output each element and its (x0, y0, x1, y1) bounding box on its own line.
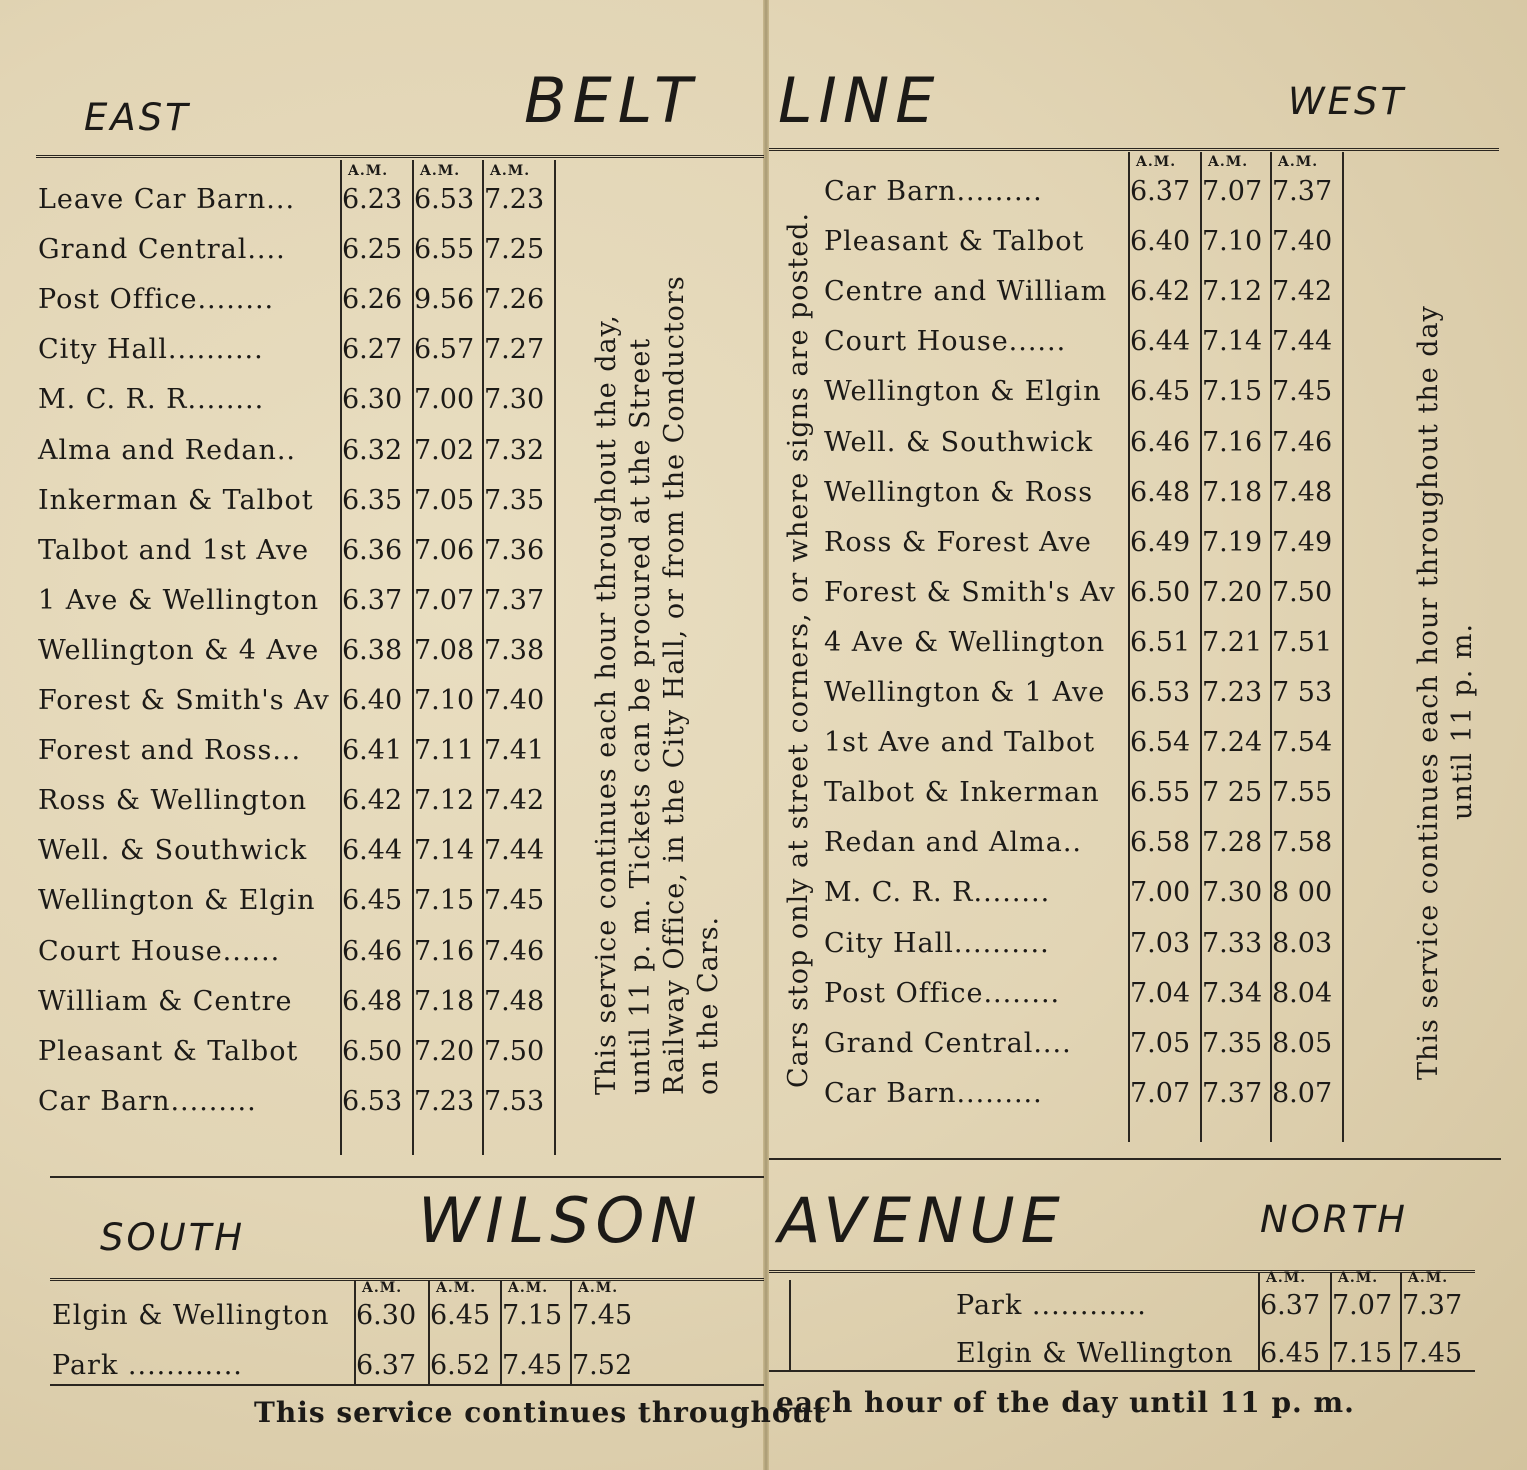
departure-time: 7.00 (1130, 877, 1191, 909)
wilson-bottom-rule-left (50, 1384, 764, 1386)
departure-time: 6.37 (1130, 176, 1191, 207)
departure-time: 6.51 (1130, 626, 1191, 658)
departure-time: 6.30 (342, 384, 403, 416)
header-rule-left (36, 155, 764, 158)
departure-time: 7.07 (414, 584, 475, 616)
stop-name: Ross & Forest Ave (824, 526, 1092, 558)
departure-time: 6.36 (342, 534, 403, 566)
ampm-header: A.M. (490, 163, 531, 179)
stop-name: Park ............ (956, 1290, 1147, 1321)
departure-time: 7.28 (1202, 827, 1263, 859)
departure-time: 6.50 (342, 1035, 403, 1067)
stops-note (782, 212, 816, 1088)
departure-time: 7.19 (1202, 526, 1263, 558)
departure-time: 7.15 (1332, 1338, 1393, 1369)
direction-west: WEST (1288, 80, 1407, 123)
departure-time: 8.07 (1272, 1077, 1333, 1109)
stop-name: Elgin & Wellington (956, 1338, 1234, 1369)
departure-time: 6.44 (1130, 326, 1191, 358)
stop-name: Wellington & Ross (824, 476, 1094, 508)
departure-time: 6.48 (342, 985, 403, 1017)
departure-time: 7.55 (1272, 777, 1333, 809)
departure-time: 7.12 (414, 785, 475, 817)
departure-time: 7.15 (1202, 376, 1263, 408)
west-note-line-1: This service continues each hour throughout the day (1413, 305, 1444, 1080)
departure-time: 6.37 (1260, 1290, 1321, 1321)
wilson-top-rule-right (769, 1158, 1501, 1160)
departure-time: 7.11 (414, 735, 475, 767)
departure-time: 7.10 (1202, 226, 1263, 258)
departure-time: 7.30 (1202, 877, 1263, 909)
departure-time: 6.46 (1130, 426, 1191, 458)
departure-time: 6.35 (342, 484, 403, 516)
stop-name: Inkerman & Talbot (38, 484, 314, 516)
stop-name: Redan and Alma.. (824, 827, 1083, 859)
departure-time: 7.07 (1332, 1290, 1393, 1321)
departure-time: 6.53 (342, 1085, 403, 1117)
ampm-header: A.M. (1408, 1270, 1449, 1286)
stop-name: Ross & Wellington (38, 785, 308, 817)
stop-name: Car Barn......... (38, 1085, 257, 1117)
departure-time: 6.44 (342, 835, 403, 867)
stop-name: Alma and Redan.. (38, 434, 297, 466)
departure-time: 7.15 (502, 1300, 563, 1331)
stop-name: Car Barn......... (824, 176, 1043, 207)
departure-time: 7.38 (484, 634, 545, 666)
ampm-header: A.M. (362, 1280, 403, 1296)
departure-time: 6.42 (342, 785, 403, 817)
west-service-note (1412, 305, 1480, 1080)
departure-time: 7.48 (1272, 476, 1333, 508)
departure-time: 7.03 (1130, 927, 1191, 959)
stop-name: Talbot & Inkerman (824, 777, 1100, 809)
departure-time: 6.45 (1130, 376, 1191, 408)
stop-name: Court House...... (38, 935, 281, 967)
departure-time: 7.40 (484, 685, 545, 716)
stop-name: Wellington & 1 Ave (824, 677, 1106, 708)
departure-time: 7 53 (1272, 677, 1333, 708)
departure-time: 7.42 (1272, 276, 1333, 308)
wilson-top-rule-left (50, 1176, 764, 1178)
ampm-header: A.M. (420, 163, 461, 179)
departure-time: 7.42 (484, 785, 545, 817)
departure-time: 6.25 (342, 234, 403, 266)
departure-time: 8.05 (1272, 1027, 1333, 1059)
departure-time: 7.44 (1272, 326, 1333, 358)
ampm-header: A.M. (436, 1280, 477, 1296)
stops-note-text: Cars stop only at street corners, or where signs are posted. (783, 211, 814, 1088)
departure-time: 7.16 (1202, 426, 1263, 458)
departure-time: 7.37 (1202, 1077, 1263, 1109)
stop-name: 4 Ave & Wellington (824, 626, 1106, 658)
departure-time: 6.42 (1130, 276, 1191, 308)
departure-time: 6.45 (1260, 1338, 1321, 1369)
stop-name: Grand Central.... (824, 1027, 1072, 1059)
departure-time: 9.56 (414, 284, 475, 316)
departure-time: 6.30 (356, 1300, 417, 1331)
departure-time: 7.52 (572, 1350, 633, 1381)
departure-time: 8.04 (1272, 977, 1333, 1009)
stop-name: Centre and William (824, 276, 1108, 308)
departure-time: 7.49 (1272, 526, 1333, 558)
east-note-line-2: until 11 p. m. Tickets can be procured at the Street (625, 337, 656, 1095)
departure-time: 7.27 (484, 334, 545, 366)
belt-line-title-left: BELT (524, 64, 698, 137)
departure-time: 7.34 (1202, 977, 1263, 1009)
stop-name: M. C. R. R........ (38, 384, 265, 416)
stop-name: 1 Ave & Wellington (38, 584, 320, 616)
departure-time: 7.18 (1202, 476, 1263, 508)
departure-time: 7.37 (1272, 176, 1333, 207)
departure-time: 6.53 (414, 184, 475, 215)
departure-time: 6.40 (1130, 226, 1191, 258)
departure-time: 8.03 (1272, 927, 1333, 959)
belt-line-title-right: LINE (778, 64, 941, 137)
departure-time: 7.04 (1130, 977, 1191, 1009)
departure-time: 8 00 (1272, 877, 1333, 909)
departure-time: 7.07 (1202, 176, 1263, 207)
direction-east: EAST (84, 96, 191, 139)
departure-time: 7.10 (414, 685, 475, 716)
departure-time: 7.48 (484, 985, 545, 1017)
departure-time: 6.26 (342, 284, 403, 316)
departure-time: 7.23 (1202, 677, 1263, 708)
departure-time: 6.49 (1130, 526, 1191, 558)
stop-name: Park ............ (52, 1350, 243, 1381)
stop-name: Post Office........ (38, 284, 275, 316)
departure-time: 7.53 (484, 1085, 545, 1117)
departure-time: 7.36 (484, 534, 545, 566)
ampm-header: A.M. (1208, 154, 1249, 170)
departure-time: 7.21 (1202, 626, 1263, 658)
departure-time: 7.24 (1202, 727, 1263, 759)
departure-time: 7.45 (572, 1300, 633, 1331)
departure-time: 7.45 (484, 885, 545, 917)
stop-name: Grand Central.... (38, 234, 286, 266)
departure-time: 7.12 (1202, 276, 1263, 308)
departure-time: 7.30 (484, 384, 545, 416)
departure-time: 7.02 (414, 434, 475, 466)
ampm-header: A.M. (578, 1280, 619, 1296)
departure-time: 6.45 (342, 885, 403, 917)
ampm-header: A.M. (1266, 1270, 1307, 1286)
direction-north: NORTH (1260, 1198, 1408, 1241)
departure-time: 6.58 (1130, 827, 1191, 859)
departure-time: 7.32 (484, 434, 545, 466)
ampm-header: A.M. (1338, 1270, 1379, 1286)
departure-time: 7.37 (1402, 1290, 1463, 1321)
departure-time: 7.05 (414, 484, 475, 516)
departure-time: 7.41 (484, 735, 545, 767)
departure-time: 7.25 (484, 234, 545, 266)
ampm-header: A.M. (1278, 154, 1319, 170)
wilson-title-right: AVENUE (778, 1184, 1066, 1257)
departure-time: 7.54 (1272, 727, 1333, 759)
departure-time: 7.51 (1272, 626, 1333, 658)
ampm-header: A.M. (1136, 154, 1177, 170)
departure-time: 7.07 (1130, 1077, 1191, 1109)
departure-time: 6.48 (1130, 476, 1191, 508)
departure-time: 6.41 (342, 735, 403, 767)
departure-time: 7.45 (1272, 376, 1333, 408)
footer-note-left: This service continues throughout (254, 1396, 827, 1429)
departure-time: 6.46 (342, 935, 403, 967)
departure-time: 7.18 (414, 985, 475, 1017)
stop-name: Well. & Southwick (824, 426, 1094, 458)
stop-name: Wellington & Elgin (824, 376, 1102, 408)
stop-name: Pleasant & Talbot (824, 226, 1085, 258)
departure-time: 6.52 (430, 1350, 491, 1381)
departure-time: 7.46 (484, 935, 545, 967)
column-divider (1342, 152, 1344, 1142)
departure-time: 6.37 (356, 1350, 417, 1381)
column-divider (554, 160, 556, 1155)
stop-name: Car Barn......... (824, 1077, 1043, 1109)
stop-name: Well. & Southwick (38, 835, 308, 867)
ampm-header: A.M. (348, 163, 389, 179)
departure-time: 7.06 (414, 534, 475, 566)
departure-time: 7.44 (484, 835, 545, 867)
departure-time: 7.26 (484, 284, 545, 316)
east-note-line-4: on the Cars. (693, 915, 724, 1095)
east-note-line-3: Railway Office, in the City Hall, or from the Conductors (659, 275, 690, 1095)
departure-time: 6.23 (342, 184, 403, 215)
departure-time: 6.45 (430, 1300, 491, 1331)
stop-name: 1st Ave and Talbot (824, 727, 1096, 759)
departure-time: 7.33 (1202, 927, 1263, 959)
departure-time: 7.15 (414, 885, 475, 917)
departure-time: 7.50 (1272, 576, 1333, 608)
stop-name: Wellington & Elgin (38, 885, 316, 917)
departure-time: 7.45 (1402, 1338, 1463, 1369)
stop-name: Forest and Ross... (38, 735, 302, 767)
west-note-line-2: until 11 p. m. (1447, 622, 1478, 820)
wilson-bottom-rule-right (769, 1370, 1475, 1372)
stop-name: Post Office........ (824, 977, 1061, 1009)
departure-time: 7.00 (414, 384, 475, 416)
departure-time: 7.16 (414, 935, 475, 967)
departure-time: 6.55 (1130, 777, 1191, 809)
ampm-header: A.M. (508, 1280, 549, 1296)
stop-name: Forest & Smith's Av (38, 685, 330, 716)
direction-south: SOUTH (100, 1216, 246, 1259)
center-fold (763, 0, 769, 1470)
wilson-header-rule-left (50, 1278, 764, 1281)
footer-note-right: each hour of the day until 11 p. m. (776, 1386, 1355, 1419)
stop-name: Court House...... (824, 326, 1067, 358)
stop-name: William & Centre (38, 985, 293, 1017)
stop-name: Pleasant & Talbot (38, 1035, 299, 1067)
departure-time: 6.27 (342, 334, 403, 366)
departure-time: 7.14 (414, 835, 475, 867)
departure-time: 6.50 (1130, 576, 1191, 608)
stop-name: Wellington & 4 Ave (38, 634, 320, 666)
north-left-border (789, 1280, 791, 1370)
departure-time: 7.20 (1202, 576, 1263, 608)
stop-name: Leave Car Barn... (38, 184, 296, 215)
departure-time: 7.46 (1272, 426, 1333, 458)
departure-time: 7.14 (1202, 326, 1263, 358)
departure-time: 7.23 (484, 184, 545, 215)
departure-time: 7.35 (484, 484, 545, 516)
stop-name: Talbot and 1st Ave (38, 534, 310, 566)
departure-time: 7.40 (1272, 226, 1333, 258)
departure-time: 7.08 (414, 634, 475, 666)
departure-time: 7 25 (1202, 777, 1263, 809)
east-note-line-1: This service continues each hour throughout the day, (591, 314, 622, 1095)
departure-time: 7.58 (1272, 827, 1333, 859)
departure-time: 6.53 (1130, 677, 1191, 708)
stop-name: City Hall.......... (824, 927, 1050, 959)
stop-name: Forest & Smith's Av (824, 576, 1116, 608)
header-rule-right (769, 148, 1499, 151)
stop-name: M. C. R. R........ (824, 877, 1051, 909)
departure-time: 6.57 (414, 334, 475, 366)
departure-time: 7.50 (484, 1035, 545, 1067)
departure-time: 7.35 (1202, 1027, 1263, 1059)
departure-time: 7.23 (414, 1085, 475, 1117)
departure-time: 7.20 (414, 1035, 475, 1067)
departure-time: 7.45 (502, 1350, 563, 1381)
departure-time: 6.32 (342, 434, 403, 466)
departure-time: 7.37 (484, 584, 545, 616)
stop-name: City Hall.......... (38, 334, 264, 366)
departure-time: 6.38 (342, 634, 403, 666)
departure-time: 6.54 (1130, 727, 1191, 759)
departure-time: 6.37 (342, 584, 403, 616)
east-service-note (590, 275, 726, 1095)
stop-name: Elgin & Wellington (52, 1300, 330, 1331)
departure-time: 7.05 (1130, 1027, 1191, 1059)
departure-time: 6.40 (342, 685, 403, 716)
wilson-title-left: WILSON (418, 1184, 703, 1257)
departure-time: 6.55 (414, 234, 475, 266)
